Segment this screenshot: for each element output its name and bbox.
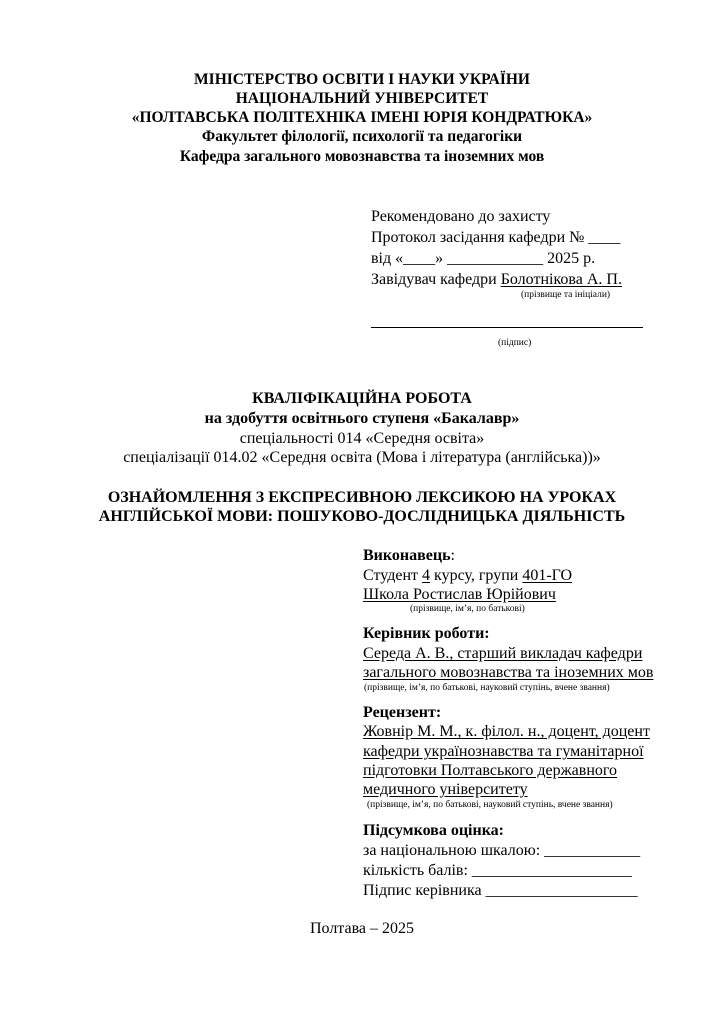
supervisor-line1	[363, 643, 642, 664]
ministry-heading: МІНІСТЕРСТВО ОСВІТИ І НАУКИ УКРАЇНИ	[194, 71, 530, 88]
date-line: від «____» ____________ 2025 р.	[371, 250, 596, 267]
signature-caption: (підпис)	[498, 338, 532, 348]
recommend-line: Рекомендовано до захисту	[371, 208, 551, 225]
protocol-line: Протокол засідання кафедри № ____	[371, 229, 621, 246]
executor-student-line	[363, 565, 572, 586]
faculty-heading: Факультет філології, психології та педагогіки	[201, 128, 523, 145]
reviewer-line2-text: кафедри українознавства та гуманітарної	[363, 743, 644, 760]
work-specialization: спеціалізації 014.02 «Середня освіта (Мова і література (англійська))»	[123, 449, 601, 466]
reviewer-line3-text: підготовки Полтавського державного	[363, 762, 618, 779]
head-caption: (прізвище та ініціали)	[521, 290, 611, 300]
reviewer-line2	[363, 741, 644, 762]
supervisor-signature-line: Підпис керівника ___________________	[363, 882, 638, 899]
university-heading: НАЦІОНАЛЬНИЙ УНІВЕРСИТЕТ	[235, 90, 489, 107]
head-prefix: Завідувач кафедри	[371, 271, 501, 288]
reviewer-label: Рецензент:	[363, 704, 442, 721]
executor-name-text: Школа Ростислав Юрійович	[363, 586, 556, 603]
work-type: КВАЛІФІКАЦІЙНА РОБОТА	[252, 390, 472, 407]
student-prefix: Студент	[363, 567, 423, 584]
executor-name	[363, 584, 556, 605]
work-specialty: спеціальності 014 «Середня освіта»	[239, 430, 485, 447]
reviewer-line1-text: Жовнір М. М., к. філол. н., доцент, доцент	[363, 723, 650, 740]
reviewer-line4	[363, 779, 528, 800]
grade-national-line: за національною шкалою: ____________	[363, 842, 641, 859]
city-year: Полтава – 2025	[309, 920, 415, 937]
grade-points-line: кількість балів: ____________________	[363, 862, 632, 879]
reviewer-line4-text: медичного університету	[363, 781, 528, 798]
signature-line	[371, 327, 643, 328]
supervisor-line1-text: Середа А. В., старший викладач кафедри	[363, 645, 643, 662]
supervisor-label: Керівник роботи:	[363, 625, 490, 642]
work-title-line2: АНГЛІЙСЬКОЇ МОВИ: ПОШУКОВО-ДОСЛІДНИЦЬКА ДІЯЛЬНІСТЬ	[98, 508, 626, 525]
head-name: Болотнікова А. П.	[500, 271, 622, 288]
student-group: 401-ГО	[522, 567, 573, 584]
reviewer-caption: (прізвище, ім’я, по батькові, науковий ступінь, вчене звання)	[367, 800, 613, 810]
university-name-heading: «ПОЛТАВСЬКА ПОЛІТЕХНІКА ІМЕНІ ЮРІЯ КОНДРАТЮКА»	[131, 109, 593, 126]
work-title-line1: ОЗНАЙОМЛЕННЯ З ЕКСПРЕСИВНОЮ ЛЕКСИКОЮ НА УРОКАХ	[107, 489, 617, 506]
supervisor-caption: (прізвище, ім’я, по батькові, науковий ступінь, вчене звання)	[364, 683, 610, 693]
head-of-department-line	[371, 269, 622, 290]
executor-label-text: Виконавець	[363, 547, 451, 564]
executor-colon: :	[450, 547, 455, 564]
executor-label	[363, 545, 455, 566]
supervisor-line2-text: загального мовознавства та іноземних мов	[363, 664, 654, 681]
work-degree: на здобуття освітнього ступеня «Бакалавр»	[204, 410, 520, 427]
department-heading: Кафедра загального мовознавства та іноземних мов	[179, 148, 545, 165]
reviewer-line3	[363, 760, 617, 781]
student-course-suffix: курсу, групи	[430, 567, 523, 584]
reviewer-line1	[363, 721, 650, 742]
student-course: 4	[422, 567, 431, 584]
executor-caption: (прізвище, ім’я, по батькові)	[410, 604, 525, 614]
supervisor-line2	[363, 662, 653, 683]
grade-label: Підсумкова оцінка:	[363, 822, 504, 839]
